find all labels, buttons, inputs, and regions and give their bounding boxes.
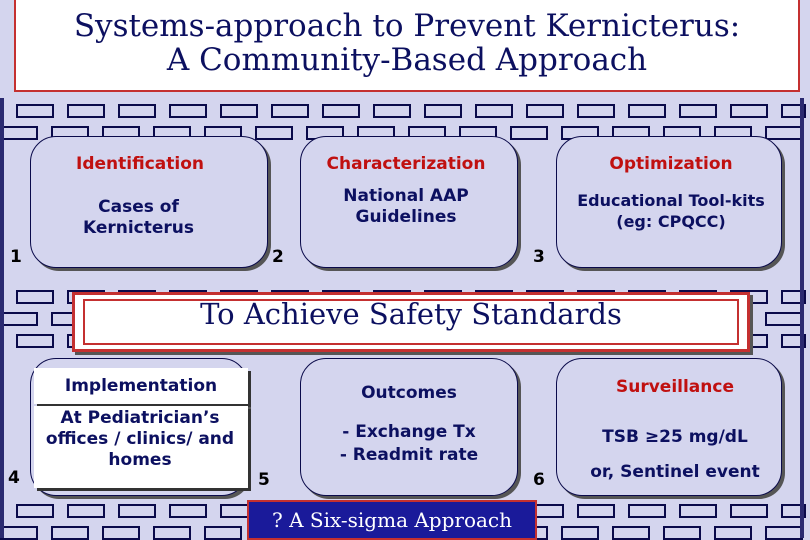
decorative-side-bar	[800, 98, 804, 538]
decorative-brick	[424, 104, 462, 118]
decorative-brick	[255, 126, 293, 140]
slide-title	[14, 0, 800, 92]
decorative-brick	[730, 504, 768, 518]
decorative-brick	[679, 104, 717, 118]
decorative-brick	[510, 126, 548, 140]
decorative-brick	[663, 526, 701, 540]
decorative-brick	[714, 526, 752, 540]
optimization-body: Educational Tool-kits (eg: CPQCC)	[577, 191, 765, 231]
title-line-2: A Community-Based Approach	[166, 42, 648, 78]
step-number-1: 1	[10, 247, 22, 267]
decorative-brick	[16, 104, 54, 118]
decorative-brick	[322, 104, 360, 118]
step-number-3: 3	[533, 247, 545, 267]
outcomes-body-line-2: - Readmit rate	[339, 445, 479, 465]
decorative-brick	[679, 504, 717, 518]
decorative-brick	[577, 104, 615, 118]
decorative-brick	[102, 526, 140, 540]
decorative-brick	[204, 526, 242, 540]
decorative-brick	[118, 104, 156, 118]
implementation-heading: Implementation	[64, 376, 218, 396]
optimization-heading: Optimization	[609, 154, 733, 174]
decorative-brick	[628, 104, 666, 118]
decorative-brick	[67, 104, 105, 118]
decorative-brick	[16, 334, 54, 348]
decorative-brick	[475, 104, 513, 118]
decorative-brick	[526, 104, 564, 118]
decorative-brick	[373, 104, 411, 118]
outcomes-body-line-1: - Exchange Tx	[342, 422, 476, 442]
banner-text: To Achieve Safety Standards	[200, 297, 622, 331]
decorative-brick	[169, 104, 207, 118]
decorative-brick	[153, 526, 191, 540]
decorative-brick	[67, 504, 105, 518]
decorative-brick	[0, 526, 38, 540]
step-number-5: 5	[258, 470, 270, 490]
decorative-brick	[0, 312, 38, 326]
decorative-brick	[169, 504, 207, 518]
surveillance-body-line-1: TSB ≥25 mg/dL	[602, 427, 748, 447]
step-number-4: 4	[8, 468, 20, 488]
decorative-brick	[612, 526, 650, 540]
decorative-brick	[628, 504, 666, 518]
step-number-2: 2	[272, 247, 284, 267]
implementation-body: At Pediatrician’s offices / clinics/ and homes	[45, 408, 235, 470]
decorative-side-bar	[0, 98, 4, 538]
safety-banner	[72, 292, 750, 352]
decorative-brick	[765, 312, 803, 326]
characterization-body: National AAP Guidelines	[343, 186, 469, 227]
decorative-brick	[51, 526, 89, 540]
outcomes-heading: Outcomes	[361, 383, 457, 403]
decorative-brick	[271, 104, 309, 118]
surveillance-body-line-2: or, Sentinel event	[590, 462, 760, 482]
decorative-brick	[16, 290, 54, 304]
decorative-brick	[765, 126, 803, 140]
decorative-brick	[118, 504, 156, 518]
decorative-brick	[16, 504, 54, 518]
decorative-brick	[561, 526, 599, 540]
decorative-brick	[577, 504, 615, 518]
decorative-brick	[765, 526, 803, 540]
identification-heading: Identification	[76, 154, 204, 174]
surveillance-heading: Surveillance	[615, 377, 734, 397]
decorative-brick	[0, 126, 38, 140]
six-sigma-button[interactable]: ? A Six-sigma Approach	[247, 500, 537, 540]
decorative-brick	[220, 104, 258, 118]
identification-body: Cases of Kernicterus	[82, 197, 195, 238]
title-line-1: Systems-approach to Prevent Kernicterus:	[73, 8, 741, 44]
characterization-heading: Characterization	[326, 154, 486, 174]
step-number-6: 6	[533, 470, 545, 490]
decorative-brick	[730, 104, 768, 118]
